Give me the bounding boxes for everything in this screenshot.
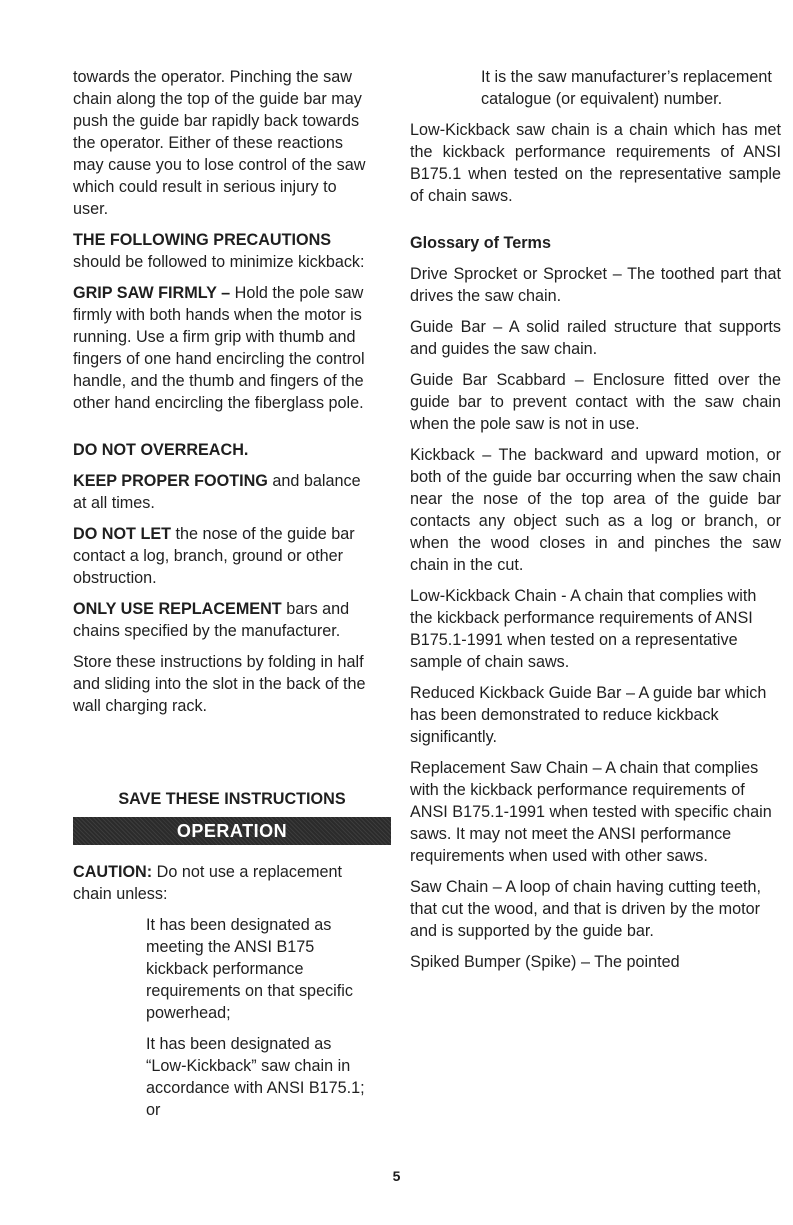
glossary-title: Glossary of Terms (410, 234, 551, 252)
glossary-drive-sprocket: Drive Sprocket or Sprocket – The toothed part that drives the saw chain. (410, 265, 781, 305)
glossary-kickback: Kickback – The backward and upward motion, or both of the guide bar occurring when the saw chain near the nose of the top area of the guide bar contacts any object such as a log or branch, or when the wood closes in and pinches the saw chain in the cut. (410, 446, 781, 574)
condition-2: It has been designated as “Low-Kickback” saw chain in accordance with ANSI B175.1; or (146, 1035, 365, 1119)
glossary-guide-bar: Guide Bar – A solid railed structure that supports and guides the saw chain. (410, 318, 781, 358)
grip-label: GRIP SAW FIRMLY – (73, 284, 231, 302)
overreach-heading: DO NOT OVERREACH. (73, 441, 249, 459)
onlyuse-text: bars and chains specified by the manufacturer. (73, 600, 350, 640)
low-kickback-paragraph: Low-Kickback saw chain is a chain which has met the kickback performance requirements of ANSI B175.1 when tested on the representative sample of chain saws. (410, 121, 781, 205)
store-instructions-paragraph: Store these instructions by folding in half and sliding into the slot in the back of the wall charging rack. (73, 653, 366, 715)
grip-text: Hold the pole saw firmly with both hands when the motor is running. Use a firm grip with thumb and fingers of one hand encircling the control handle, and the thumb and fingers of the other hand encircling the fiberglass pole. (73, 284, 365, 412)
caution-label: CAUTION: (73, 863, 153, 881)
glossary-low-kickback-chain: Low-Kickback Chain - A chain that complies with the kickback performance requirements of ANSI B175.1-1991 when tested on a representative sample of chain saws. (410, 587, 757, 671)
save-instructions-heading: SAVE THESE INSTRUCTIONS (118, 790, 346, 808)
donotlet-text: the nose of the guide bar contact a log, branch, ground or other obstruction. (73, 525, 355, 587)
right-column (410, 66, 781, 982)
glossary-spiked-bumper: Spiked Bumper (Spike) – The pointed (410, 953, 680, 971)
donotlet-label: DO NOT LET (73, 525, 172, 543)
operation-banner: OPERATION (73, 817, 391, 845)
footing-paragraph (73, 470, 373, 514)
donotlet-paragraph (73, 523, 373, 589)
precautions-label: THE FOLLOWING PRECAUTIONS (73, 231, 332, 249)
condition-3: It is the saw manufacturer’s replacement catalogue (or equivalent) number. (481, 68, 772, 108)
condition-1: It has been designated as meeting the ANSI B175 kickback performance requirements on that specific powerhead; (146, 916, 353, 1022)
glossary-reduced-kickback-guide-bar: Reduced Kickback Guide Bar – A guide bar which has been demonstrated to reduce kickback significantly. (410, 684, 767, 746)
left-column (73, 66, 373, 1130)
onlyuse-label: ONLY USE REPLACEMENT (73, 600, 282, 618)
caution-paragraph (73, 861, 373, 905)
caution-text: Do not use a replacement chain unless: (73, 863, 343, 903)
precautions-paragraph (73, 229, 373, 273)
glossary-saw-chain: Saw Chain – A loop of chain having cutting teeth, that cut the wood, and that is driven by the motor and is supported by the guide bar. (410, 878, 761, 940)
grip-paragraph (73, 282, 373, 414)
footing-text: and balance at all times. (73, 472, 361, 512)
glossary-guide-bar-scabbard: Guide Bar Scabbard – Enclosure fitted over the guide bar to prevent contact with the saw chain when the pole saw is not in use. (410, 371, 781, 433)
page-number: 5 (392, 1168, 401, 1184)
precautions-text: should be followed to minimize kickback: (73, 253, 365, 271)
onlyuse-paragraph (73, 598, 373, 642)
kickback-intro-paragraph: towards the operator. Pinching the saw chain along the top of the guide bar may push the guide bar rapidly back towards the operator. Either of these reactions may cause you to lose control of the saw which could result in serious injury to user. (73, 68, 366, 218)
footing-label: KEEP PROPER FOOTING (73, 472, 268, 490)
glossary-replacement-saw-chain: Replacement Saw Chain – A chain that complies with the kickback performance requirements of ANSI B175.1-1991 when tested with specific chain saws. It may not meet the ANSI performance requirements when used with other saws. (410, 759, 772, 865)
